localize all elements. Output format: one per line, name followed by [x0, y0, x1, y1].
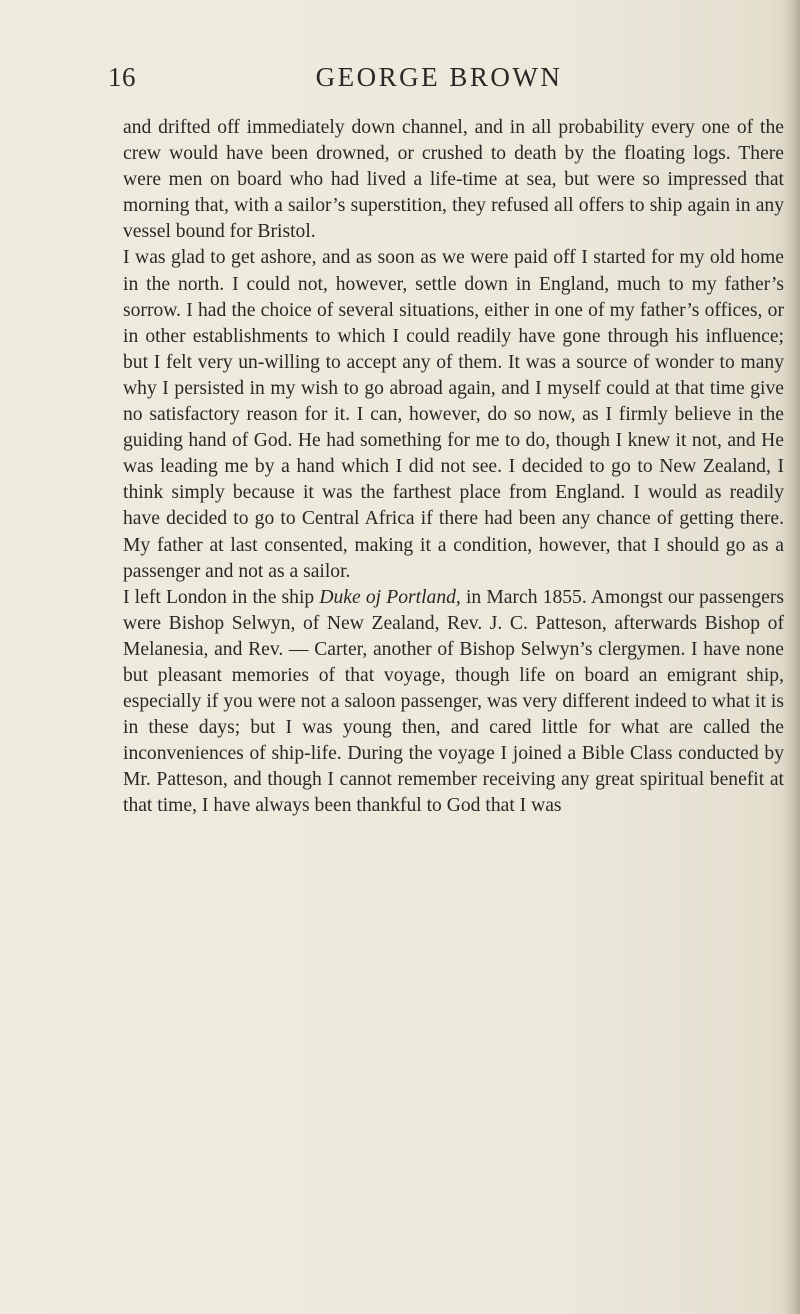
body-text	[123, 115, 784, 820]
page-header	[108, 62, 784, 102]
paragraph-1: and drifted off immediately down channel, and in all probability every one of the crew would have been drowned, or crushed to death by the floating logs. There were men on board who had lived a life-time at sea, but were so impressed that morning that, with a sailor’s superstition, they refused all offers to ship again in any vessel bound for Bristol.	[123, 117, 784, 243]
paragraph-3-rest: in March 1855. Amongst our passengers were Bishop Selwyn, of New Zealand, Rev. J. C. Patteson, afterwards Bishop of Melanesia, and Rev. — Carter, another of Bishop Selwyn’s clergymen. I have none but pleasant memories of that voyage, though life on board an emigrant ship, especially if you were not a saloon passenger, was very different indeed to what it is in these days; but I was young then, and cared little for what are called the inconveniences of ship-life. During the voyage I joined a Bible Class conducted by Mr. Patteson, and though I cannot remember receiving any great spiritual benefit at that time, I have always been thankful to God that I was	[123, 586, 784, 817]
ship-name: Duke oj Portland,	[319, 586, 461, 608]
paragraph-3-lead: I left London in the ship	[123, 586, 320, 608]
running-head: GEORGE BROWN	[315, 62, 563, 92]
paragraph-3	[123, 585, 784, 820]
paragraph-2-text: I was glad to get ashore, and as soon as we were paid off I started for my old home in the north. I could not, however, settle down in England, much to my father’s sorrow. I had the choice of several situations, either in one of my father’s offices, or in other establishments to which I could readily have gone through his influence; but I felt very un-willing to accept any of them. It was a source of wonder to many why I persisted in my wish to go abroad again, and I myself could at that time give no satisfactory reason for it. I can, however, do so now, as I firmly believe in the guiding hand of God. He had something for me to do, though I knew it not, and He was leading me by a hand which I did not see. I decided to go to New Zealand, I think simply because it was the farthest place from England. I would as readily have decided to go to Central Africa if there had been any chance of getting there. My father at last consented, making it a condition, however, that I should go as a passenger and not as a sailor.	[123, 247, 784, 582]
page-number: 16	[108, 62, 136, 92]
paragraph-2	[123, 245, 784, 584]
page-edge-shadow	[784, 0, 800, 1314]
